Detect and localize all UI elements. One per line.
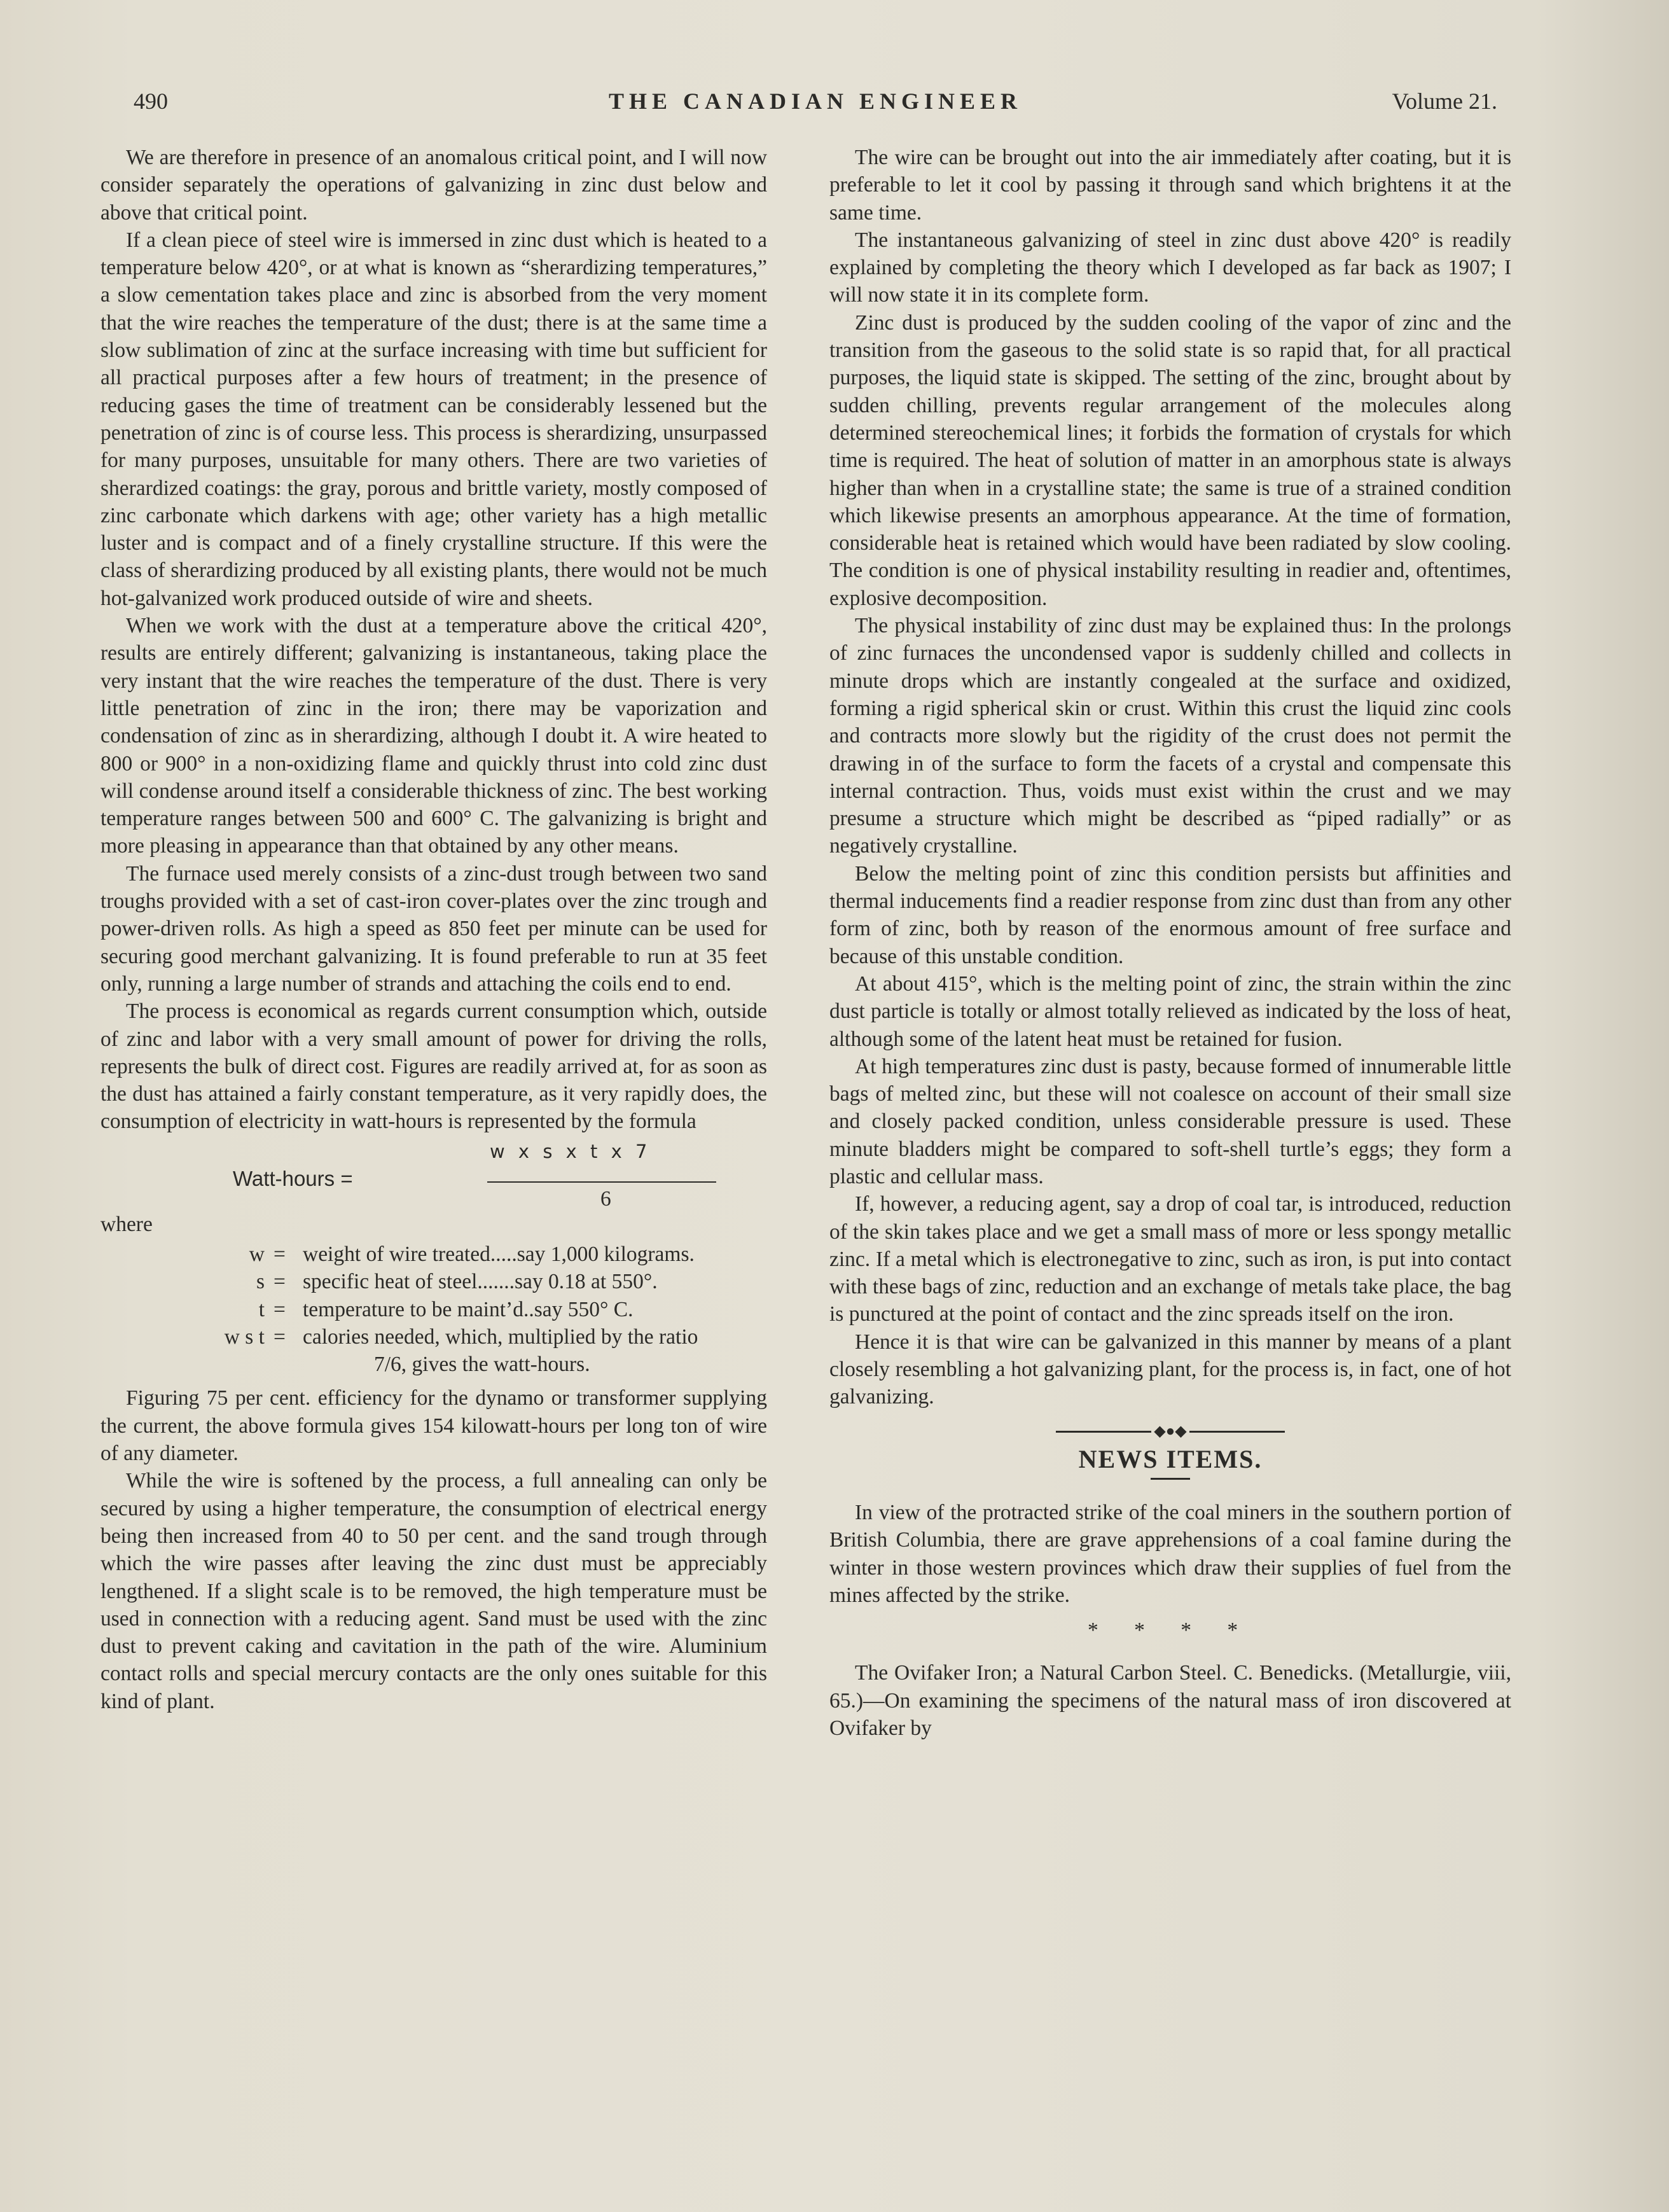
definition-row bbox=[100, 1268, 767, 1295]
ornamental-divider bbox=[829, 1422, 1511, 1442]
def-text: weight of wire treated.....say 1,000 kilograms. bbox=[303, 1242, 695, 1266]
news-item: The Ovifaker Iron; a Natural Carbon Steel. C. Benedicks. (Metallurgie, viii, 65.)—On examining the specimens of the natural mass of iron discovered at Ovifaker by bbox=[829, 1661, 1511, 1741]
watt-hours-formula bbox=[100, 1136, 767, 1211]
definition-row bbox=[100, 1323, 767, 1351]
formula-numerator: w x s x t x 7 bbox=[490, 1140, 651, 1162]
paragraph: Hence it is that wire can be galvanized in this manner by means of a plant closely resembling a hot galvanizing plant, for the process is, in fact, one of hot galvanizing. bbox=[829, 1330, 1511, 1409]
definition-row bbox=[100, 1241, 767, 1268]
variable-definitions bbox=[100, 1241, 767, 1378]
paragraph: We are therefore in presence of an anomalous critical point, and I will now consider separately the operations of galvanizing in zinc dust below and above that critical point. bbox=[100, 146, 767, 225]
def-equals: = bbox=[274, 1297, 286, 1321]
paragraph: If, however, a reducing agent, say a drop of coal tar, is introduced, reduction of the skin takes place and we get a small mass of more or less spongy metallic zinc. If a metal which is electronegative to zinc, such as iron, is put into contact with these bags of zinc, reduction and an exchange of metals take place, the bag is punctured at the point of contact and the zinc spreads itself on the iron. bbox=[829, 1192, 1511, 1326]
def-text: temperature to be maint’d..say 550° C. bbox=[303, 1297, 634, 1321]
paragraph: The wire can be brought out into the air immediately after coating, but it is preferable to let it cool by passing it through sand which brightens it at the same time. bbox=[829, 146, 1511, 225]
def-text: calories needed, which, multiplied by the ratio bbox=[303, 1325, 698, 1349]
def-equals: = bbox=[274, 1242, 286, 1266]
def-symbol: w s t bbox=[224, 1325, 265, 1349]
paragraph: Below the melting point of zinc this condition persists but affinities and thermal inducements find a readier response from zinc dust than from any other form of zinc, both by reason of the enormous amount of free surface and because of this unstable condition. bbox=[829, 861, 1511, 968]
def-symbol: s bbox=[256, 1270, 265, 1294]
star-separator: * * * * bbox=[1087, 1618, 1254, 1643]
page-header bbox=[134, 88, 1497, 126]
def-symbol: t bbox=[258, 1297, 265, 1321]
fraction-bar bbox=[487, 1181, 716, 1183]
page-number: 490 bbox=[134, 88, 168, 114]
left-column bbox=[100, 144, 767, 1715]
def-equals: = bbox=[274, 1270, 286, 1294]
def-text: specific heat of steel.......say 0.18 at 550°. bbox=[303, 1270, 658, 1294]
paragraph: When we work with the dust at a temperature above the critical 420°, results are entirely different; galvanizing is instantaneous, taking place the very instant that the wire reaches the temperature of the dust. There is very little penetration of zinc in the iron; there may be vaporization and condensation of zinc as in sherardizing, although I doubt it. A wire heated to 800 or 900° in a non-oxidizing flame and quickly thrust into cold zinc dust will condense around itself a considerable thickness of zinc. The best working temperature ranges between 500 and 600° C. The galvanizing is bright and more pleasing in appearance than that obtained by any other means. bbox=[100, 614, 767, 858]
divider-line bbox=[1189, 1431, 1285, 1433]
journal-title: THE CANADIAN ENGINEER bbox=[608, 88, 1023, 114]
ornament-icon: ◆●◆ bbox=[1154, 1423, 1187, 1440]
heading-underline bbox=[1151, 1478, 1190, 1480]
def-symbol: w bbox=[249, 1242, 265, 1266]
definition-row bbox=[100, 1296, 767, 1323]
formula-lhs: Watt-hours = bbox=[233, 1166, 353, 1190]
divider-line bbox=[1056, 1431, 1151, 1433]
volume-label: Volume 21. bbox=[1392, 88, 1497, 114]
paragraph: At about 415°, which is the melting point of zinc, the strain within the zinc dust particle is totally or almost totally relieved as indicated by the loss of heat, although some of the latent heat must be retained for fusion. bbox=[829, 971, 1511, 1051]
paragraph: The instantaneous galvanizing of steel in zinc dust above 420° is readily explained by completing the theory which I developed as far back as 1907; I will now state it in its complete form. bbox=[829, 228, 1511, 307]
formula-denominator: 6 bbox=[600, 1186, 611, 1211]
news-item: In view of the protracted strike of the coal miners in the southern portion of British Columbia, there are grave apprehensions of a coal famine during the winter in those western provinces which draw their supplies of fuel from the mines affected by the strike. bbox=[829, 1500, 1511, 1607]
paragraph: The process is economical as regards current consumption which, outside of zinc and labor with a very small amount of power for driving the rolls, represents the bulk of direct cost. Figures are readily arrived at, for as soon as the dust has attained a fairly constant temperature, as it very rapidly does, the consumption of electricity in watt-hours is represented by the formula bbox=[100, 999, 767, 1134]
paragraph: While the wire is softened by the process, a full annealing can only be secured by using a higher temperature, the consumption of electrical energy being then increased from 40 to 50 per cent. and the sand trough through which the wire passes after leaving the zinc dust must be appreciably lengthened. If a slight scale is to be removed, the high temperature must be used in connection with a reducing agent. Sand must be used with the zinc dust to prevent caking and cavitation in the path of the wire. Aluminium contact rolls and special mercury contacts are the only ones suitable for this kind of plant. bbox=[100, 1469, 767, 1713]
right-column bbox=[829, 144, 1511, 1742]
paragraph: At high temperatures zinc dust is pasty, because formed of innumerable little bags of melted zinc, but these will not coalesce on account of their small size and closely packed condition, unless considerable pressure is used. These minute bladders might be compared to soft-shell turtle’s eggs; they form a plastic and cellular mass. bbox=[829, 1054, 1511, 1188]
paragraph: The physical instability of zinc dust may be explained thus: In the prolongs of zinc furnaces the uncondensed vapor is suddenly chilled and collects in minute drops which are instantly congealed at the surface and oxidized, forming a rigid spherical skin or crust. Within this crust the liquid zinc cools and contracts more slowly but the rigidity of the crust does not permit the drawing in of the surface to form the facets of a crystal and compensate this internal contraction. Thus, voids must exist within the crust and we may presume a structure which might be described as “piped radially” or as negatively crystalline. bbox=[829, 614, 1511, 858]
paragraph: The furnace used merely consists of a zinc-dust trough between two sand troughs provided with a set of cast-iron cover-plates over the zinc trough and power-driven rolls. As high a speed as 850 feet per minute can be used for securing good merchant galvanizing. It is found preferable to run at 35 feet only, running a large number of strands and attaching the coils end to end. bbox=[100, 861, 767, 996]
definition-continuation: 7/6, gives the watt-hours. bbox=[374, 1353, 590, 1377]
paragraph: Figuring 75 per cent. efficiency for the dynamo or transformer supplying the current, the above formula gives 154 kilowatt-hours per long ton of wire of any diameter. bbox=[100, 1386, 767, 1466]
def-equals: = bbox=[274, 1325, 286, 1349]
paragraph: Zinc dust is produced by the sudden cooling of the vapor of zinc and the transition from the gaseous to the solid state is so rapid that, for all practical purposes, the liquid state is skipped. The setting of the zinc, brought about by sudden chilling, prevents regular arrangement of the molecules along determined stereochemical lines; it forbids the formation of crystals for which time is required. The heat of solution of matter in an amorphous state is always higher than when in a crystalline state; the same is true of a strained condition which likewise presents an amorphous appearance. At the time of formation, considerable heat is retained which would have been radiated by slow cooling. The condition is one of physical instability resulting in readier and, oftentimes, explosive decomposition. bbox=[829, 310, 1511, 610]
paragraph: If a clean piece of steel wire is immersed in zinc dust which is heated to a temperature below 420°, or at what is known as “sherardizing temperatures,” a slow cementation takes place and zinc is absorbed from the very moment that the wire reaches the temperature of the dust; there is at the same time a slow sublimation of zinc at the surface increasing with time but sufficient for all practical purposes after a few hours of treatment; in the presence of reducing gases the time of treatment can be considerably lessened but the penetration of zinc is of course less. This process is sherardizing, unsurpassed for many purposes, unsuitable for many others. There are two varieties of sherardized coatings: the gray, porous and brittle variety, mostly composed of zinc carbonate which darkens with age; other variety has a high metallic luster and is compact and of a finely crystalline structure. If this were the class of sherardizing produced by all existing plants, there would not be much hot-galvanized work produced outside of wire and sheets. bbox=[100, 228, 767, 610]
section-heading: NEWS ITEMS. bbox=[1078, 1444, 1263, 1473]
where-label: where bbox=[100, 1212, 153, 1236]
